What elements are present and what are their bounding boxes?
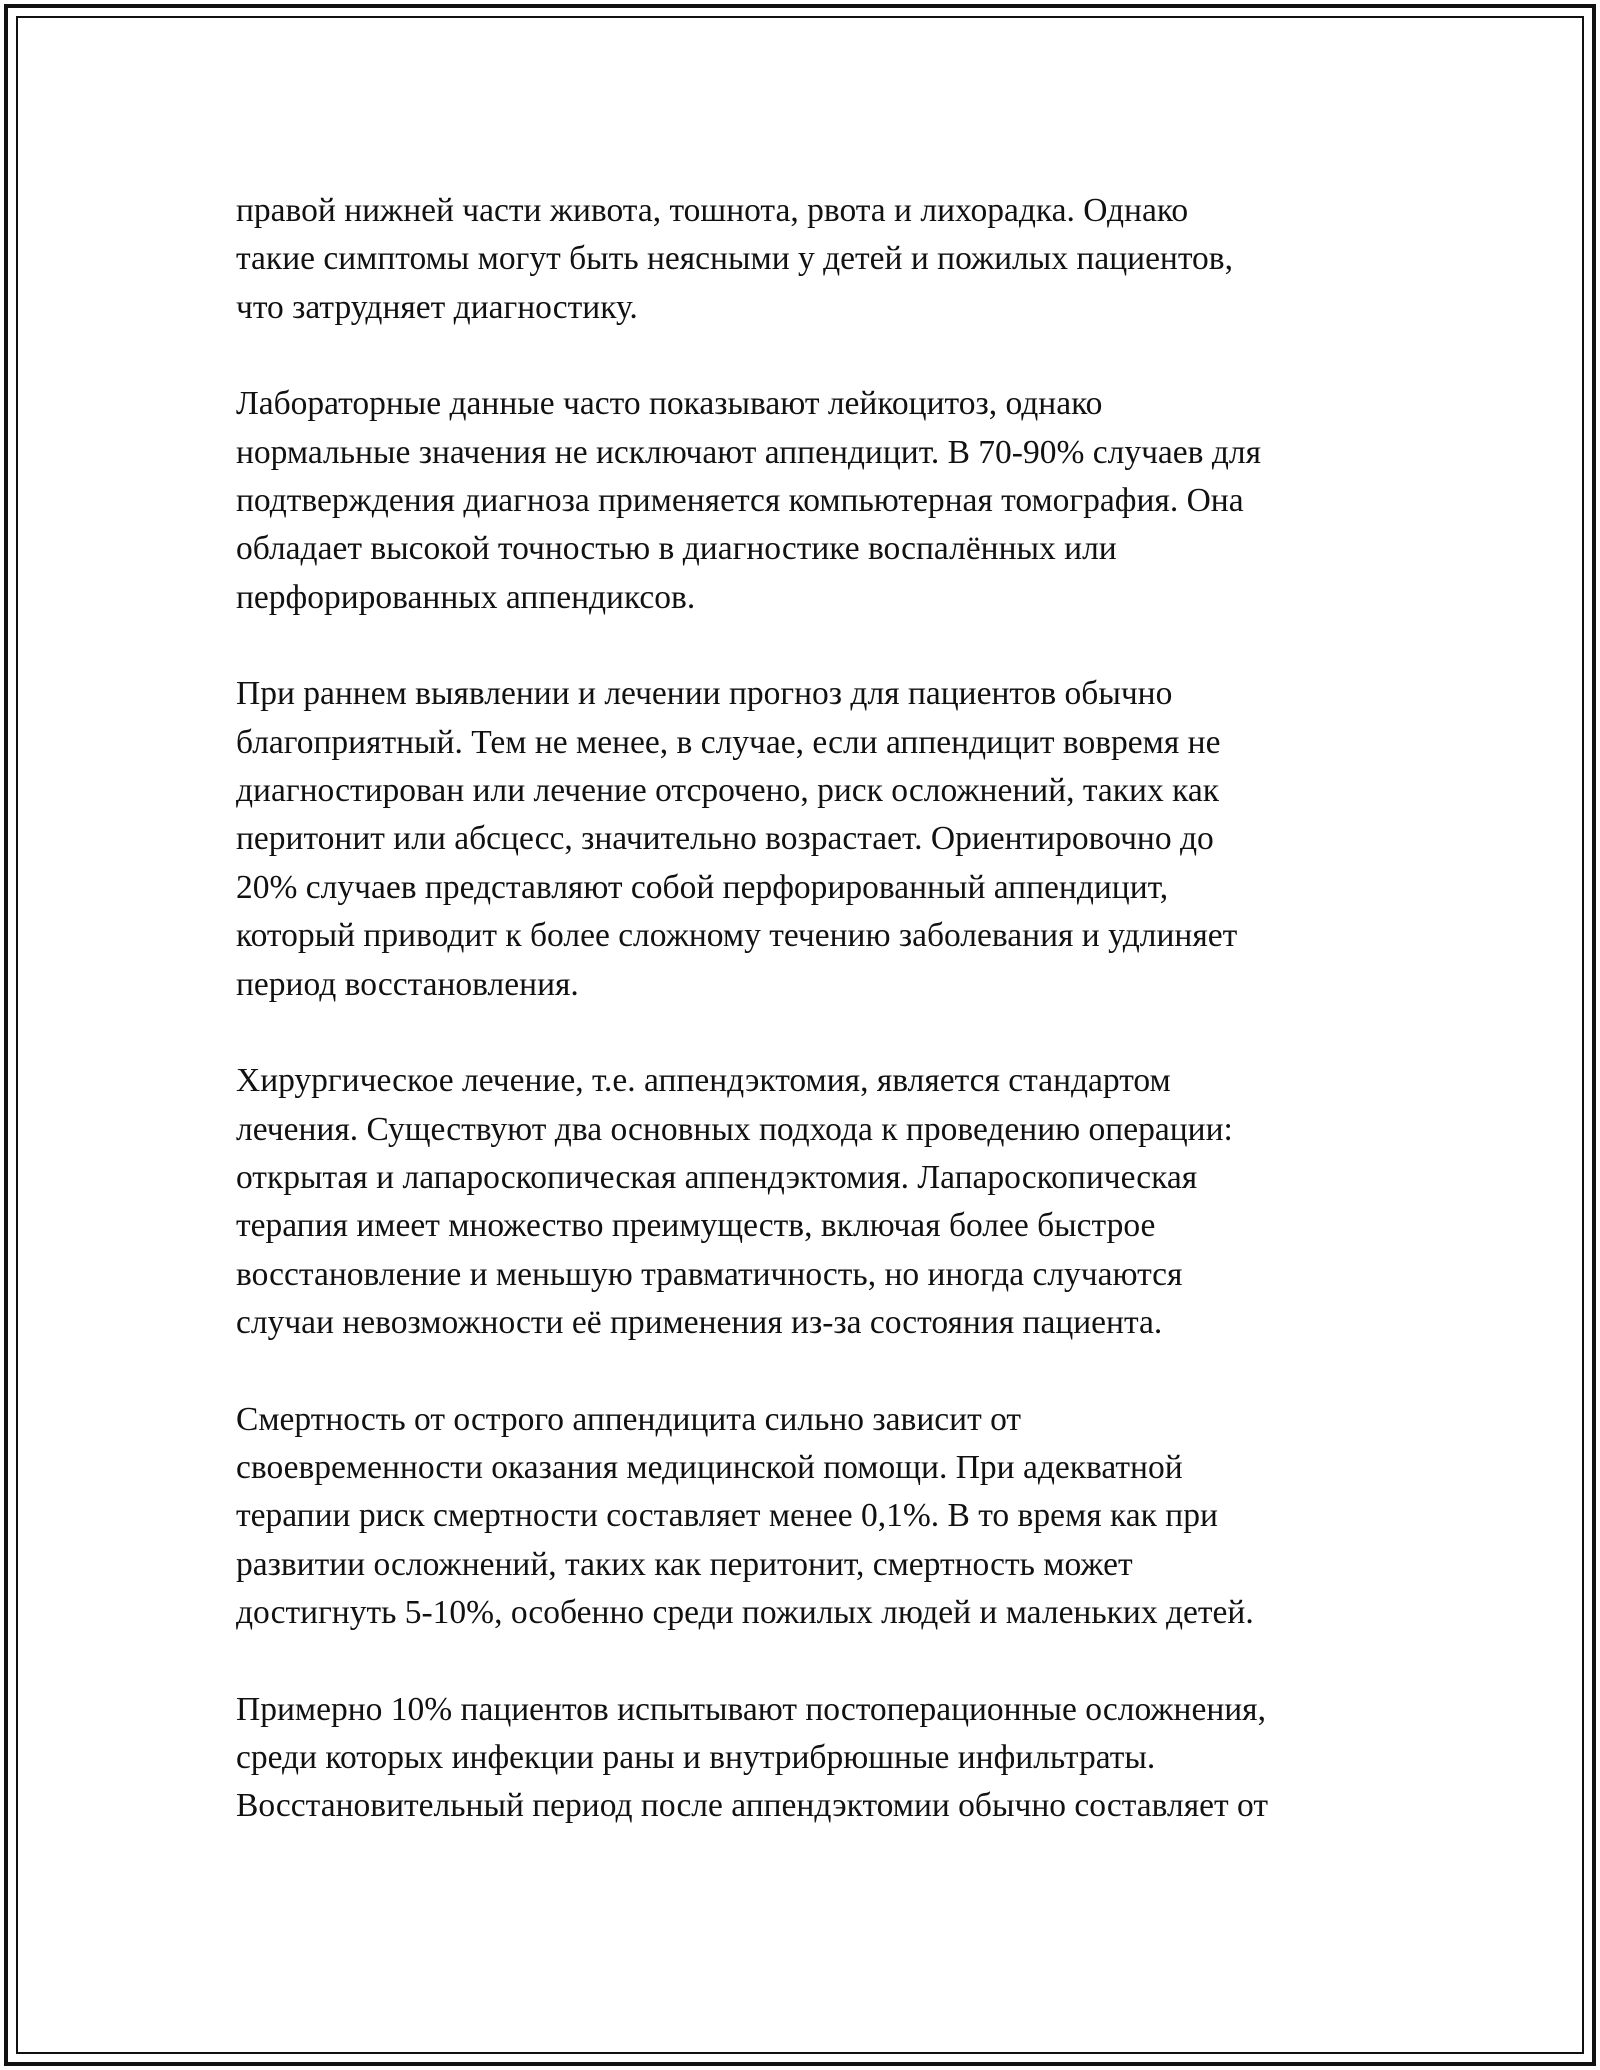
text-line: терапии риск смертности составляет менее 0,1%. В то время как при: [236, 1497, 1218, 1535]
text-line: нормальные значения не исключают аппендицит. В 70-90% случаев для: [236, 433, 1262, 471]
text-line: правой нижней части живота, тошнота, рвота и лихорадка. Однако: [236, 192, 1189, 229]
text-line: диагностирован или лечение отсрочено, риск осложнений, таких как: [236, 772, 1220, 810]
text-line: перфорированных аппендиксов.: [236, 578, 696, 616]
text-line: достигнуть 5-10%, особенно среди пожилых людей и маленьких детей.: [236, 1594, 1254, 1632]
text-line: благоприятный. Тем не менее, в случае, если аппендицит вовремя не: [236, 723, 1221, 761]
paragraph-laboratory-data: [236, 380, 1386, 622]
text-line: При раннем выявлении и лечении прогноз для пациентов обычно: [236, 675, 1173, 713]
text-line: своевременности оказания медицинской помощи. При адекватной: [236, 1448, 1183, 1486]
text-line: открытая и лапароскопическая аппендэктомия. Лапароскопическая: [236, 1158, 1198, 1196]
text-line: развитии осложнений, таких как перитонит, смертность может: [236, 1545, 1133, 1583]
text-line: Хирургическое лечение, т.е. аппендэктомия, является стандартом: [236, 1062, 1171, 1100]
text-line: перитонит или абсцесс, значительно возрастает. Ориентировочно до: [236, 820, 1214, 858]
paragraph-prognosis: [236, 670, 1386, 1009]
paragraph-symptoms: [236, 187, 1386, 332]
text-line: среди которых инфекции раны и внутрибрюшные инфильтраты.: [236, 1738, 1156, 1776]
document-body: [236, 187, 1386, 1879]
paragraph-surgical-treatment: [236, 1057, 1386, 1347]
text-line: случаи невозможности её применения из-за состояния пациента.: [236, 1304, 1163, 1342]
text-line: 20% случаев представляют собой перфорированный аппендицит,: [236, 868, 1169, 906]
text-line: такие симптомы могут быть неясными у детей и пожилых пациентов,: [236, 240, 1234, 278]
text-line: Примерно 10% пациентов испытывают постоперационные осложнения,: [236, 1690, 1266, 1728]
text-line: Смертность от острого аппендицита сильно зависит от: [236, 1400, 1022, 1438]
paragraph-postoperative-complications: [236, 1686, 1386, 1831]
text-line: что затрудняет диагностику.: [236, 288, 638, 326]
text-line: лечения. Существуют два основных подхода к проведению операции:: [236, 1110, 1233, 1148]
text-line: терапия имеет множество преимуществ, включая более быстрое: [236, 1207, 1156, 1245]
text-line: восстановление и меньшую травматичность, но иногда случаются: [236, 1255, 1183, 1293]
text-line: обладает высокой точностью в диагностике воспалённых или: [236, 530, 1117, 568]
text-line: Восстановительный период после аппендэктомии обычно составляет от: [236, 1787, 1268, 1825]
text-line: подтверждения диагноза применяется компьютерная томография. Она: [236, 482, 1244, 520]
text-line: Лабораторные данные часто показывают лейкоцитоз, однако: [236, 385, 1103, 423]
text-line: период восстановления.: [236, 965, 579, 1003]
text-line: который приводит к более сложному течению заболевания и удлиняет: [236, 917, 1238, 955]
paragraph-mortality: [236, 1396, 1386, 1638]
